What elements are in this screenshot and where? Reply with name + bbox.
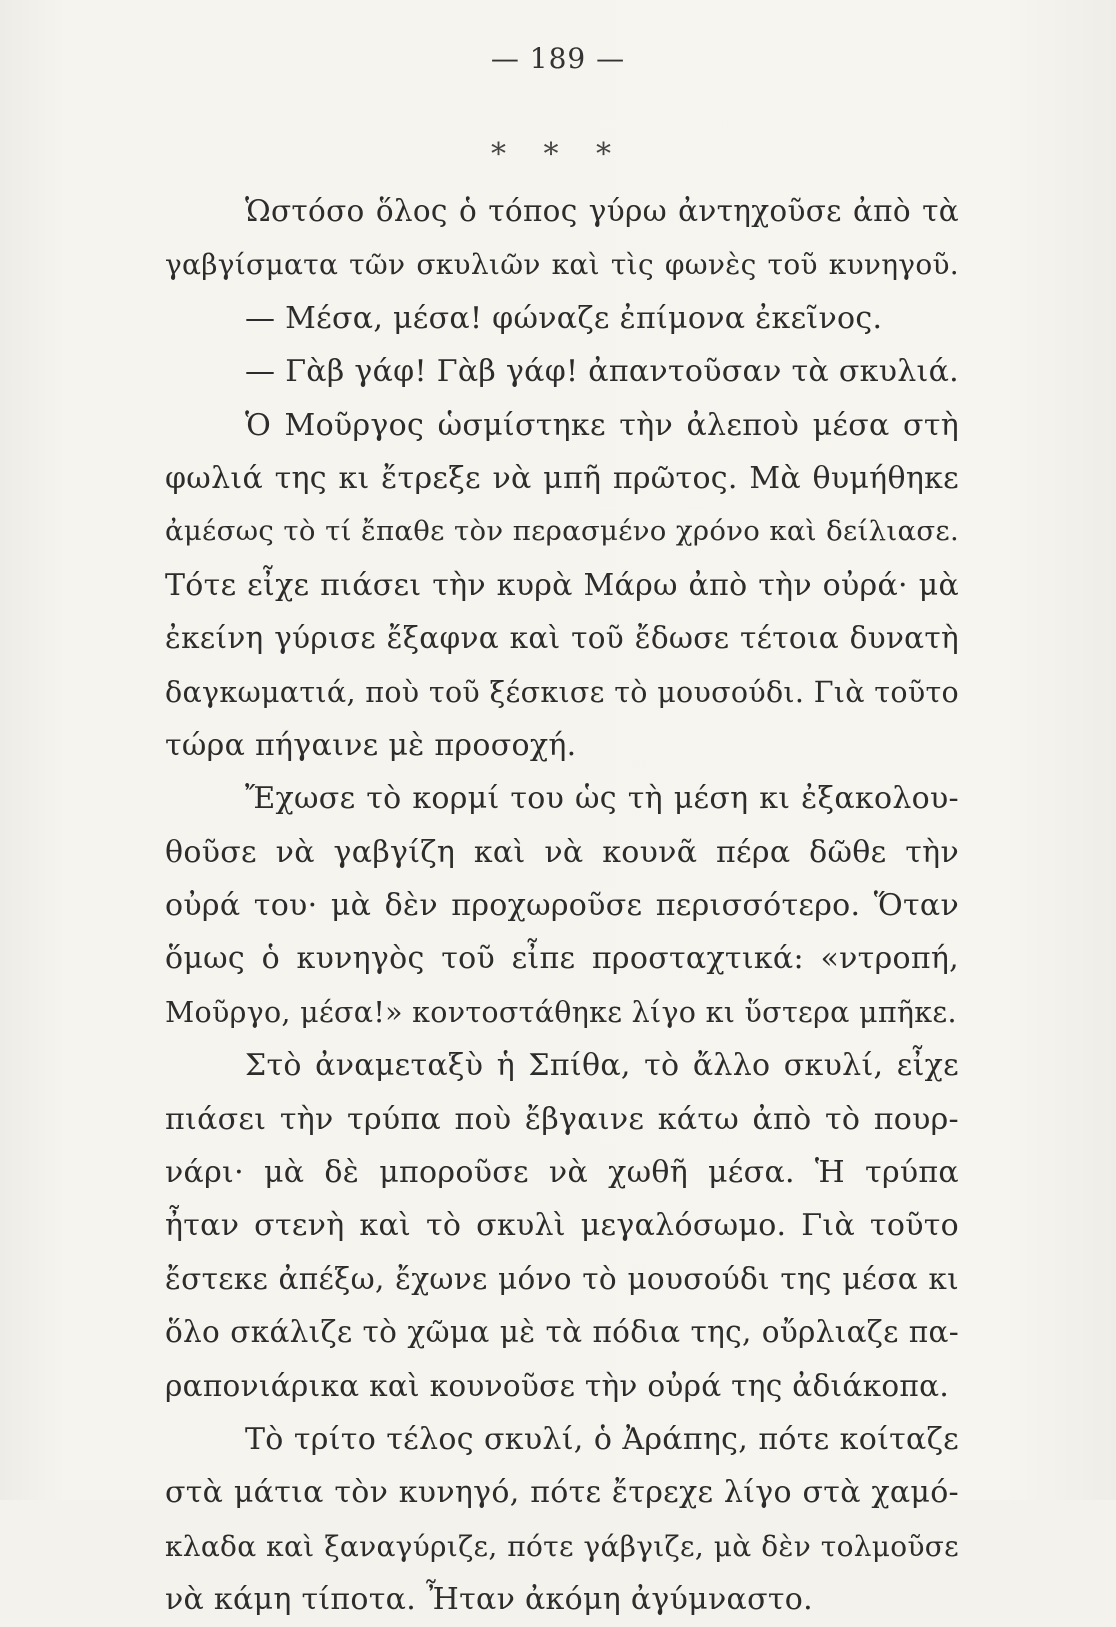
text-line: δαγκωματιά, ποὺ τοῦ ξέσκισε τὸ μουσούδι. Γιὰ τοῦτο [165, 675, 959, 709]
text-line: — Γὰβ γάφ! Γὰβ γάφ! ἀπαντοῦσαν τὰ σκυλιά. [245, 354, 959, 390]
text-line: νὰ κάμη τίποτα. Ἦταν ἀκόμη ἀγύμναστο. [165, 1582, 813, 1618]
text-line: Ὡστόσο ὅλος ὁ τόπος γύρω ἀντηχοῦσε ἀπὸ τὰ [245, 194, 959, 228]
text-line: οὐρά του· μὰ δὲν προχωροῦσε περισσότερο. Ὅταν [165, 888, 959, 924]
text-line: τώρα πήγαινε μὲ προσοχή. [165, 727, 577, 763]
text-line: Στὸ ἀναμεταξὺ ἡ Σπίθα, τὸ ἄλλο σκυλί, εἶχε [245, 1048, 959, 1084]
text-line: Μοῦργο, μέσα!» κοντοστάθηκε λίγο κι ὕστερα μπῆκε. [165, 995, 957, 1029]
text-line: Ὁ Μοῦργος ὡσμίστηκε τὴν ἀλεποὺ μέσα στὴ [245, 407, 959, 443]
page-number: — 189 — [490, 42, 626, 75]
text-line: ἔστεκε ἀπέξω, ἔχωνε μόνο τὸ μουσούδι της μέσα κι [165, 1261, 959, 1296]
text-line: Ἔχωσε τὸ κορμί του ὡς τὴ μέση κι ἐξακολου- [245, 781, 959, 817]
text-line: φωλιά της κι ἔτρεξε νὰ μπῆ πρῶτος. Μὰ θυμήθηκε [165, 460, 959, 496]
text-line: ὅμως ὁ κυνηγὸς τοῦ εἶπε προσταχτικά: «ντροπή, [165, 941, 959, 977]
text-line: Τότε εἶχε πιάσει τὴν κυρὰ Μάρω ἀπὸ τὴν οὐρά· μὰ [165, 567, 959, 603]
text-line: ἀμέσως τὸ τί ἔπαθε τὸν περασμένο χρόνο καὶ δείλιασε. [165, 515, 959, 548]
text-line: ἐκείνη γύρισε ἔξαφνα καὶ τοῦ ἔδωσε τέτοια δυνατὴ [165, 621, 959, 656]
text-line: γαβγίσματα τῶν σκυλιῶν καὶ τὶς φωνὲς τοῦ κυνηγοῦ. [165, 248, 959, 282]
text-line: θοῦσε νὰ γαβγίζη καὶ νὰ κουνᾶ πέρα δῶθε τὴν [165, 834, 959, 870]
text-line: ἦταν στενὴ καὶ τὸ σκυλὶ μεγαλόσωμο. Γιὰ τοῦτο [165, 1208, 959, 1244]
section-break-asterisks: * * * [490, 137, 626, 172]
text-line: κλαδα καὶ ξαναγύριζε, πότε γάβγιζε, μὰ δὲν τολμοῦσε [165, 1529, 959, 1563]
text-line: νάρι· μὰ δὲ μποροῦσε νὰ χωθῆ μέσα. Ἡ τρύπα [165, 1155, 959, 1191]
text-line: — Μέσα, μέσα! φώναζε ἐπίμονα ἐκεῖνος. [245, 300, 883, 336]
text-line: στὰ μάτια τὸν κυνηγό, πότε ἔτρεχε λίγο στὰ χαμό- [165, 1475, 959, 1511]
text-line: πιάσει τὴν τρύπα ποὺ ἔβγαινε κάτω ἀπὸ τὸ πουρ- [165, 1101, 959, 1137]
body-text [165, 185, 959, 1627]
text-line: Τὸ τρίτο τέλος σκυλί, ὁ Ἀράπης, πότε κοίταζε [245, 1421, 959, 1457]
text-line: ραπονιάρικα καὶ κουνοῦσε τὴν οὐρά της ἀδιάκοπα. [165, 1368, 950, 1403]
text-line: ὅλο σκάλιζε τὸ χῶμα μὲ τὰ πόδια της, οὔρλιαζε πα- [165, 1315, 959, 1350]
